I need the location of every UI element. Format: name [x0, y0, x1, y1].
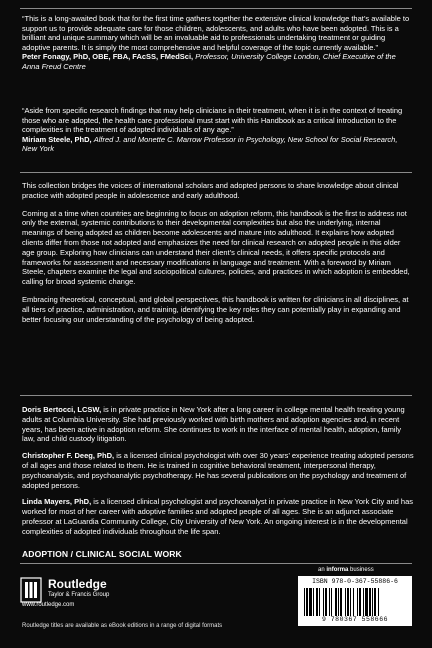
description-paragraph: This collection bridges the voices of international scholars and adopted persons to share knowledge about clinical practice with adopted people in adolescence and early adulthood. [22, 181, 399, 200]
divider [20, 172, 412, 173]
isbn-barcode [298, 576, 412, 626]
author-name: Doris Bertocci, LCSW, [22, 405, 102, 414]
divider [20, 563, 412, 564]
informa-brand: informa [326, 567, 349, 573]
author-bio [22, 451, 414, 490]
quote-attribution [22, 135, 414, 154]
author-bio-text: is a licensed clinical psychologist with over 30 years’ experience treating adopted persons of all ages and those related to them. He is trained in cognitive behavioral treatment, interpersonal therapy, psychoanalysis, and psychoanalytic psychotherapy. He has several publications on the psychology and treatment of adopted persons. [22, 451, 414, 490]
publisher-subtitle: Taylor & Francis Group [48, 592, 110, 598]
author-name: Christopher F. Deeg, PhD, [22, 451, 115, 461]
routledge-logo-icon [20, 577, 42, 603]
author-name: Linda Mayers, PhD, [22, 497, 92, 507]
publisher-name: Routledge [48, 577, 107, 591]
barcode-digits: 9 780367 558666 [321, 616, 388, 623]
quote-affiliation: Alfred J. and Monette C. Marrow Professor in Psychology, New School for Social Research, New York [22, 134, 398, 154]
informa-suffix: business [350, 567, 374, 573]
quote-block-2 [22, 106, 414, 154]
author-bio-text: is in private practice in New York after a long career in college mental health treating young adults at Columbia University. She had previously worked with birth mothers and adoption agencies and, in recent years, has been active in adoption reform. She continues to work in the interface of mental health, adoption, family law, and child custody litigation. [22, 405, 405, 444]
author-bio [22, 497, 414, 536]
quote-text: “This is a long-awaited book that for the first time gathers together the extensive clinical knowledge that’s available to support us to provide adequate care for those children, adolescents, and adults who have been adopted. This is a brilliant and unique summary which will be an invaluable aid to professionals undertaking treatment or guiding adoptive parents. It is simply the most comprehensive and helpful coverage of the topic currently available.” [22, 14, 410, 52]
ebook-note: Routledge titles are available as eBook editions in a range of digital formats [22, 623, 223, 629]
quote-author: Miriam Steele, PhD, [22, 134, 92, 144]
quote-text: “Aside from specific research findings that may help clinicians in their treatment, when it is in the context of treating those who are adopted, the health care professional must start with this Handbook as a critical introduction to the complexities in the treatment of adopted individuals of any age.” [22, 106, 403, 135]
quote-affiliation: Professor, University College London, Chief Executive of the Anna Freud Centre [22, 52, 396, 71]
divider [20, 395, 412, 396]
publisher-logo [20, 575, 170, 615]
quote-attribution [22, 52, 414, 71]
author-bios [22, 405, 414, 537]
author-bio-text: is a licensed clinical psychologist and psychoanalyst in private practice in New York City and has worked for most of her career with adoptive families and adopted people of all ages. She is an adjunct associate professor at LaGuardia Community College, City University of New York. An ongoing interest is in the developmental complexities of adopted individuals throughout the life span. [22, 497, 414, 536]
barcode-image [304, 588, 406, 616]
informa-business-line [318, 567, 374, 573]
description-paragraph: Coming at a time when countries are beginning to focus on adoption reform, this handbook is the first to address not only the external, systemic contributions to their developmental complexities but also the underlying, internal meanings of being adopted as children become adolescents and mature into adulthood. It explains how adopted clients differ from those not adopted and emphasizes the need for clinical research on adopted people in this older age group. Exploring how clinicians can understand their client’s clinical needs, it offers specific protocols and frameworks for assessment and necessary modifications in language and treatment. With a foreword by Miriam Steele, chapters examine the legal and sociopolitical cultures, policies, and practices in which adoption is embedded, calling for broad systemic change. [22, 208, 410, 287]
description-paragraph: Embracing theoretical, conceptual, and global perspectives, this handbook is written for clinicians in all disciplines, at all tiers of practice, administration, and training, identifying the key roles they can potentially play in expanding and better focusing our understanding of the psychology of being adopted. [22, 294, 409, 324]
quote-author: Peter Fonagy, PhD, OBE, FBA, FAcSS, FMedSci, [22, 52, 194, 62]
informa-prefix: an [318, 567, 325, 573]
quote-block-1 [22, 14, 414, 72]
description [22, 181, 414, 324]
isbn-number: ISBN 978-0-367-55886-6 [312, 578, 398, 585]
top-divider [20, 8, 412, 9]
publisher-url: www.routledge.com [22, 602, 75, 608]
subject-category: ADOPTION / CLINICAL SOCIAL WORK [22, 549, 182, 559]
author-bio [22, 405, 414, 444]
